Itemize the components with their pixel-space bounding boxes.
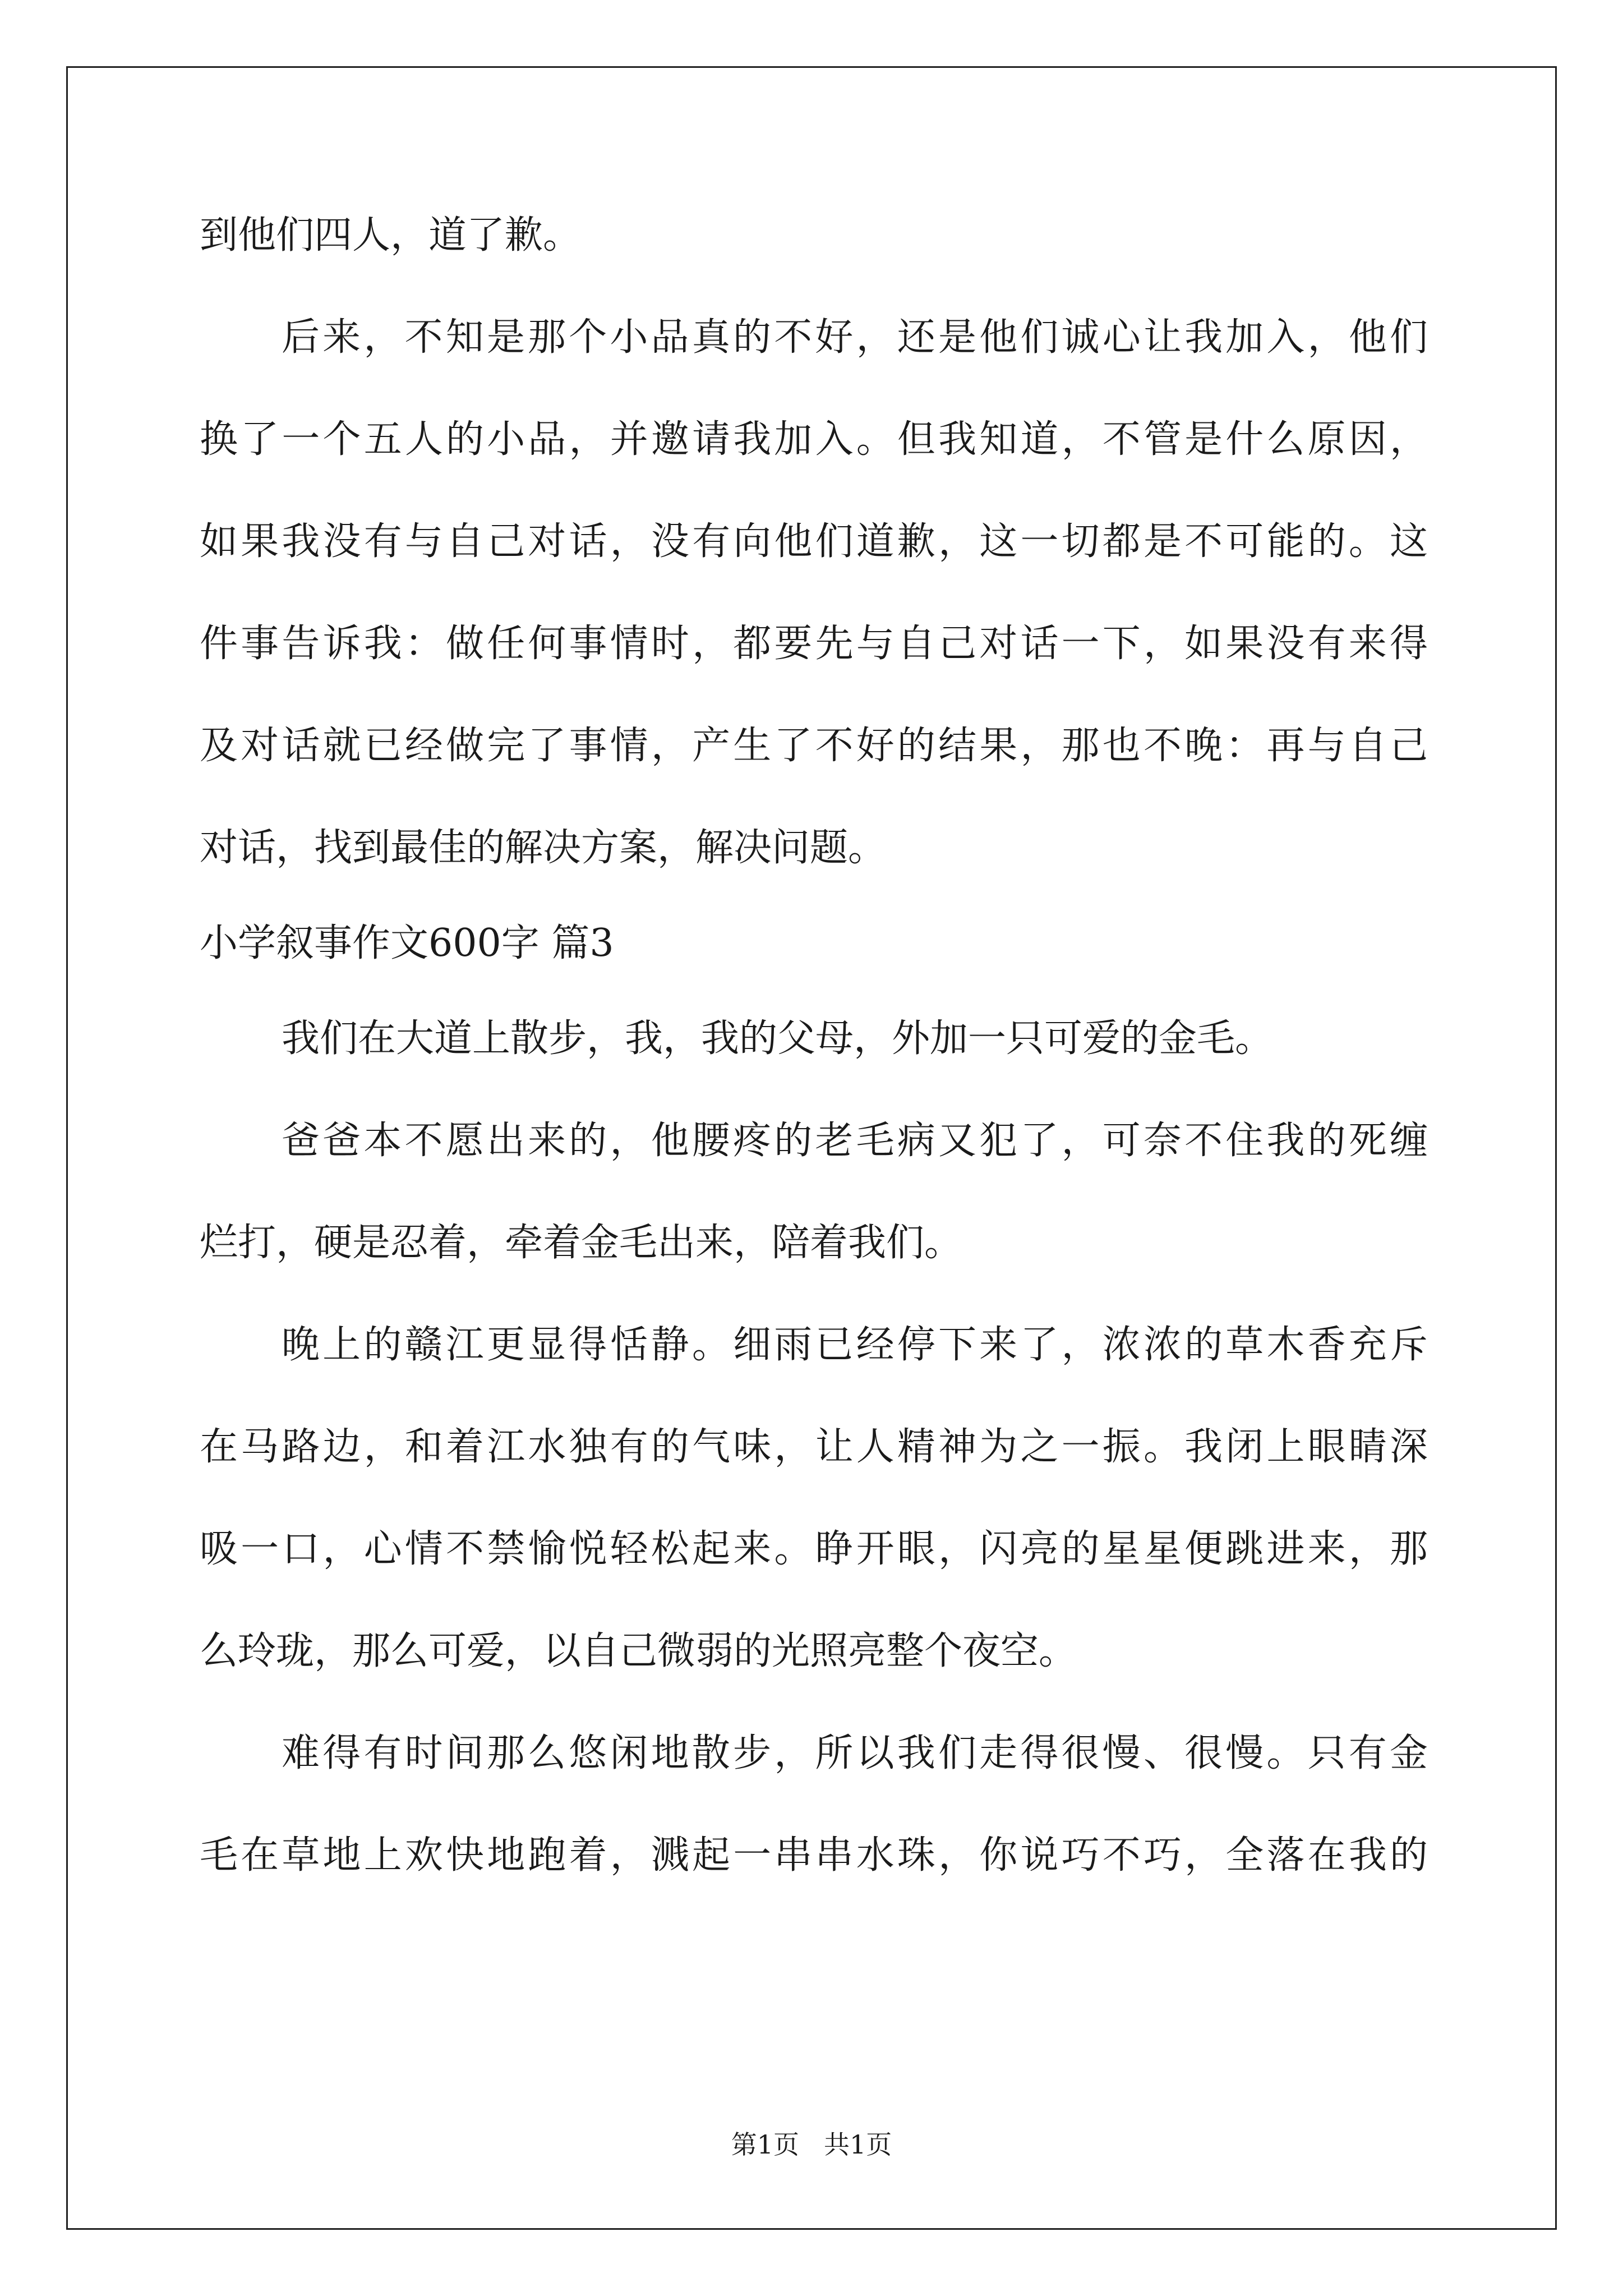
text-line: 到他们四人，道了歉。 xyxy=(200,213,582,257)
paragraph-line: 在马路边，和着江水独有的气味，让人精神为之一振。我闭上眼睛深 xyxy=(200,1425,1428,1469)
page-footer xyxy=(0,2129,1623,2160)
paragraph-line: 及对话就已经做完了事情，产生了不好的结果，那也不晚：再与自己 xyxy=(200,724,1428,768)
paragraph-line: 件事告诉我：做任何事情时，都要先与自己对话一下，如果没有来得 xyxy=(200,622,1428,666)
paragraph-line: 后来，不知是那个小品真的不好，还是他们诚心让我加入，他们 xyxy=(282,315,1428,360)
paragraph-line: 么玲珑，那么可爱，以自己微弱的光照亮整个夜空。 xyxy=(200,1629,1077,1673)
paragraph-line: 对话，找到最佳的解决方案，解决问题。 xyxy=(200,826,887,870)
paragraph-line: 如果我没有与自己对话，没有向他们道歉，这一切都是不可能的。这 xyxy=(200,519,1428,564)
page-total: 共1页 xyxy=(823,2129,892,2160)
paragraph-line: 我们在大道上散步，我，我的父母，外加一只可爱的金毛。 xyxy=(282,1016,1274,1061)
paragraph-line: 晚上的赣江更显得恬静。细雨已经停下来了，浓浓的草木香充斥 xyxy=(282,1323,1428,1367)
paragraph-line: 爸爸本不愿出来的，他腰疼的老毛病又犯了，可奈不住我的死缠 xyxy=(282,1119,1428,1163)
paragraph-line: 换了一个五人的小品，并邀请我加入。但我知道，不管是什么原因， xyxy=(200,417,1428,462)
paragraph-line: 毛在草地上欢快地跑着，溅起一串串水珠，你说巧不巧，全落在我的 xyxy=(200,1833,1428,1878)
paragraph-line: 吸一口，心情不禁愉悦轻松起来。睁开眼，闪亮的星星便跳进来，那 xyxy=(200,1527,1428,1571)
section-heading: 小学叙事作文600字 篇3 xyxy=(200,921,614,965)
page-number: 第1页 xyxy=(731,2129,800,2160)
paragraph-line: 难得有时间那么悠闲地散步，所以我们走得很慢、很慢。只有金 xyxy=(282,1731,1428,1775)
paragraph-line: 烂打，硬是忍着，牵着金毛出来，陪着我们。 xyxy=(200,1221,963,1265)
